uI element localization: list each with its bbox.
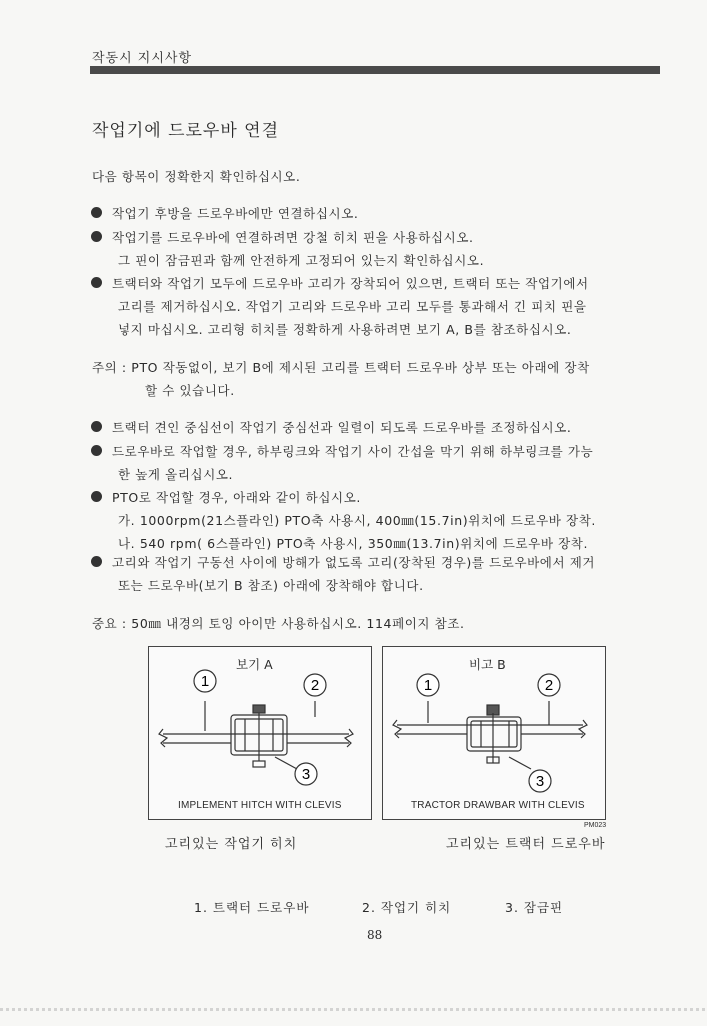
bullet-dot [91,491,102,502]
note-text: 주의 : PTO 작동없이, 보기 B에 제시된 고리를 트랙터 드로우바 상부 또는 아래에 장착 [92,360,590,375]
callout-3-label: 3 [535,773,545,790]
header-section-label: 작동시 지시사항 [92,51,193,66]
figure-a-subtitle: 고리있는 작업기 히치 [165,837,298,852]
callout-3-label: 3 [301,766,311,783]
bullet-subitem: 가. 1000rpm(21스플라인) PTO축 사용시, 400㎜(15.7in)위치에 드로우바 장착. [118,513,596,528]
header-rule [90,66,660,74]
bullet-dot [91,445,102,456]
page-number: 88 [367,928,383,942]
callout-2-label: 2 [544,677,554,694]
bullet-text: 고리와 작업기 구동선 사이에 방해가 없도록 고리(장착된 경우)를 드로우바에서 제거 [112,555,596,570]
callout-1-label: 1 [423,677,433,694]
bullet-dot [91,207,102,218]
important-text: 중요 : 50㎜ 내경의 토잉 아이만 사용하십시오. 114페이지 참조. [92,616,465,631]
scan-artifact [0,1008,707,1011]
legend-item-1: 1. 트랙터 드로우바 [194,900,310,915]
bullet-text: 트랙터와 작업기 모두에 드로우바 고리가 장착되어 있으면, 트랙터 또는 작업기에서 [112,276,589,291]
intro-text: 다음 항목이 정확한지 확인하십시오. [92,169,301,184]
legend-item-2: 2. 작업기 히치 [362,900,452,915]
figure-a [148,646,372,820]
bullet-dot [91,277,102,288]
bullet-dot [91,556,102,567]
bullet-subitem: 나. 540 rpm( 6스플라인) PTO축 사용시, 350㎜(13.7in)위치에 드로우바 장착. [118,536,589,551]
bullet-text-cont: 그 핀이 잠금핀과 함께 안전하게 고정되어 있는지 확인하십시오. [118,253,485,268]
bullet-text: 드로우바로 작업할 경우, 하부링크와 작업기 사이 간섭을 막기 위해 하부링크를 가능 [112,444,594,459]
page-title: 작업기에 드로우바 연결 [92,121,280,141]
figure-b-caption: TRACTOR DRAWBAR WITH CLEVIS [411,800,585,811]
figure-b-title: 비고 B [469,657,506,672]
note-text-cont: 할 수 있습니다. [145,383,235,398]
bullet-dot [91,231,102,242]
figure-a-title: 보기 A [236,657,273,672]
callout-1-label: 1 [200,673,210,690]
callout-2-label: 2 [310,677,320,694]
figure-b [382,646,606,820]
legend-item-3: 3. 잠금핀 [505,900,564,915]
figure-a-caption: IMPLEMENT HITCH WITH CLEVIS [178,800,342,811]
bullet-text: 작업기 후방을 드로우바에만 연결하십시오. [112,206,359,221]
figure-code: PM023 [584,822,607,829]
bullet-text: 작업기를 드로우바에 연결하려면 강철 히치 핀을 사용하십시오. [112,230,474,245]
figure-b-subtitle: 고리있는 트랙터 드로우바 [446,837,606,852]
bullet-text-cont: 고리를 제거하십시오. 작업기 고리와 드로우바 고리 모두를 통과해서 긴 피치 핀을 [118,299,587,314]
bullet-text-cont: 한 높게 올리십시오. [118,467,234,482]
bullet-text-cont: 또는 드로우바(보기 B 참조) 아래에 장착해야 합니다. [118,578,424,593]
bullet-text: PTO로 작업할 경우, 아래와 같이 하십시오. [112,490,361,505]
bullet-text: 트랙터 견인 중심선이 작업기 중심선과 일렬이 되도록 드로우바를 조정하십시오. [112,420,572,435]
bullet-dot [91,421,102,432]
bullet-text-cont: 넣지 마십시오. 고리형 히치를 정확하게 사용하려면 보기 A, B를 참조하십시오. [118,322,572,337]
